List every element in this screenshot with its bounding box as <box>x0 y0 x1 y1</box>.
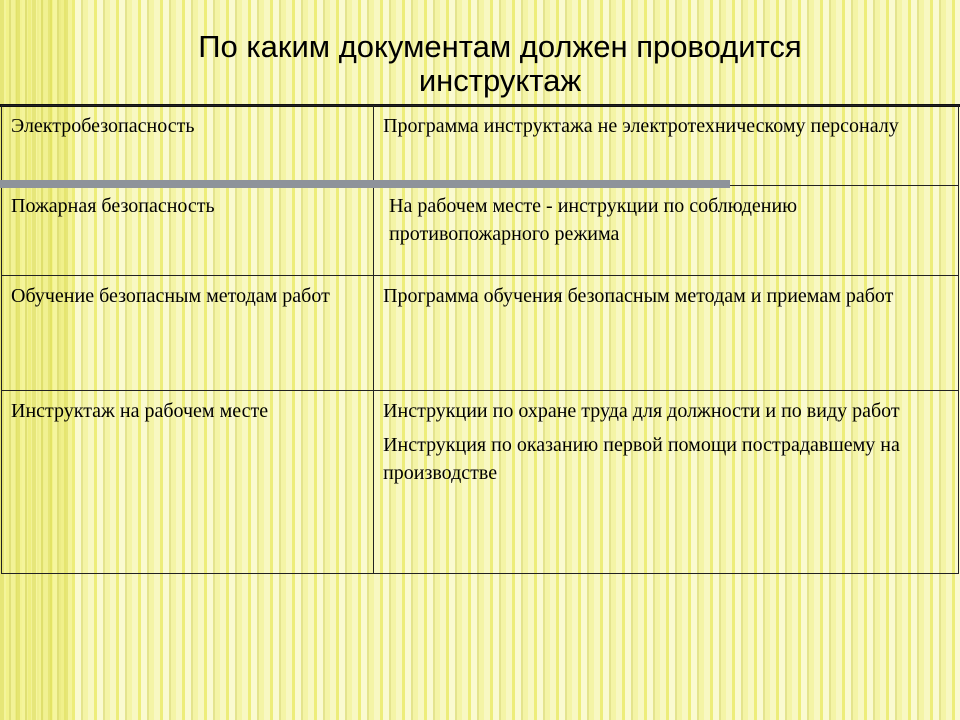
documents-cell <box>374 276 959 391</box>
topic-cell <box>2 106 374 186</box>
table-row <box>2 106 959 186</box>
document-text: Инструкция по оказанию первой помощи пострадавшему на производстве <box>383 434 900 484</box>
topic-electrical-safety: Электробезопасность <box>11 115 195 137</box>
document-text: Инструкции по охране труда для должности и по виду работ <box>383 400 900 422</box>
topic-safe-methods-training: Обучение безопасным методам работ <box>11 285 330 307</box>
topic-workplace-briefing: Инструктаж на рабочем месте <box>11 400 269 422</box>
document-text: Программа инструктажа не электротехническому персоналу <box>383 115 899 137</box>
page-title: По каким документам должен проводится инструктаж <box>198 29 802 98</box>
topic-cell <box>2 391 374 574</box>
table-row <box>2 186 959 276</box>
table-row <box>2 276 959 391</box>
topic-cell <box>2 276 374 391</box>
table-row <box>2 391 959 574</box>
topic-cell <box>2 186 374 276</box>
decorative-grey-bar <box>0 180 730 188</box>
topic-fire-safety: Пожарная безопасность <box>11 195 215 217</box>
document-text: На рабочем месте - инструкции по соблюдению противопожарного режима <box>389 195 798 245</box>
document-text: Программа обучения безопасным методам и приемам работ <box>383 285 894 307</box>
documents-cell <box>374 186 959 276</box>
documents-cell <box>374 391 959 574</box>
documents-table <box>1 105 959 574</box>
documents-cell <box>374 106 959 186</box>
